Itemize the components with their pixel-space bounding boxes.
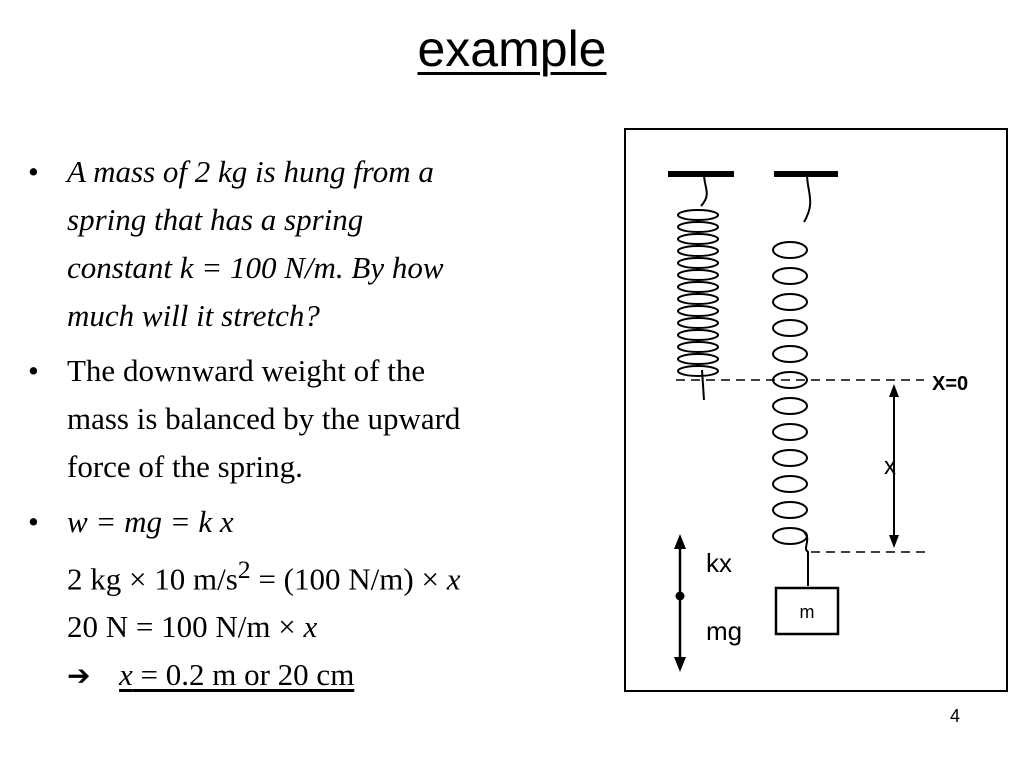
problem-line-3: constant k = 100 N/m. By how: [67, 250, 444, 285]
slide-title: example: [417, 21, 607, 77]
explanation-line-2: mass is balanced by the upward: [67, 401, 461, 436]
equation-line-1: w = mg = k x: [67, 504, 234, 539]
equation-3-left: 20 N = 100 N/m ×: [67, 609, 304, 645]
displacement-arrowhead-top: [889, 384, 899, 397]
label-x: x: [884, 453, 896, 480]
equation-2-variable: x: [446, 561, 461, 597]
force-mg-arrowhead: [674, 657, 686, 672]
bullet-explanation: [22, 347, 602, 491]
problem-line-2: spring that has a spring: [67, 202, 364, 237]
label-m: m: [799, 602, 815, 622]
force-origin-dot: [676, 592, 685, 601]
label-kx: kx: [706, 548, 732, 578]
force-kx-arrowhead: [674, 534, 686, 549]
label-mg: mg: [706, 616, 743, 646]
answer-line: [67, 651, 602, 701]
equation-line-2: [67, 546, 602, 603]
explanation-line-3: force of the spring.: [67, 449, 303, 484]
bullet-list: [22, 148, 602, 708]
displacement-arrowhead-bottom: [889, 535, 899, 548]
spring-unstretched: [678, 174, 718, 400]
spring-diagram: [624, 128, 1008, 692]
arrow-right-icon: ➔: [67, 661, 91, 693]
answer-text: [119, 657, 354, 692]
equation-line-3: [67, 603, 602, 651]
bullet-problem: [22, 148, 602, 340]
bullet-dot: •: [28, 353, 39, 388]
equation-2-right: = (100 N/m) ×: [250, 561, 447, 597]
problem-line-4: much will it stretch?: [67, 298, 320, 333]
answer-value: = 0.2 m or 20 cm: [132, 657, 355, 693]
equation-3-variable: x: [303, 609, 318, 645]
bullet-dot: •: [28, 154, 39, 189]
spring-diagram-svg: [626, 130, 1006, 690]
bullet-solution: [22, 498, 602, 701]
label-x0: X=0: [932, 373, 969, 395]
page-number: 4: [949, 706, 960, 726]
problem-line-1: A mass of 2 kg is hung from a: [67, 154, 434, 189]
explanation-line-1: The downward weight of the: [67, 353, 426, 388]
bullet-dot: •: [28, 504, 39, 539]
equation-2-exponent: 2: [237, 555, 251, 584]
equation-2-left: 2 kg × 10 m/s: [67, 561, 238, 597]
answer-variable: x: [119, 657, 133, 693]
